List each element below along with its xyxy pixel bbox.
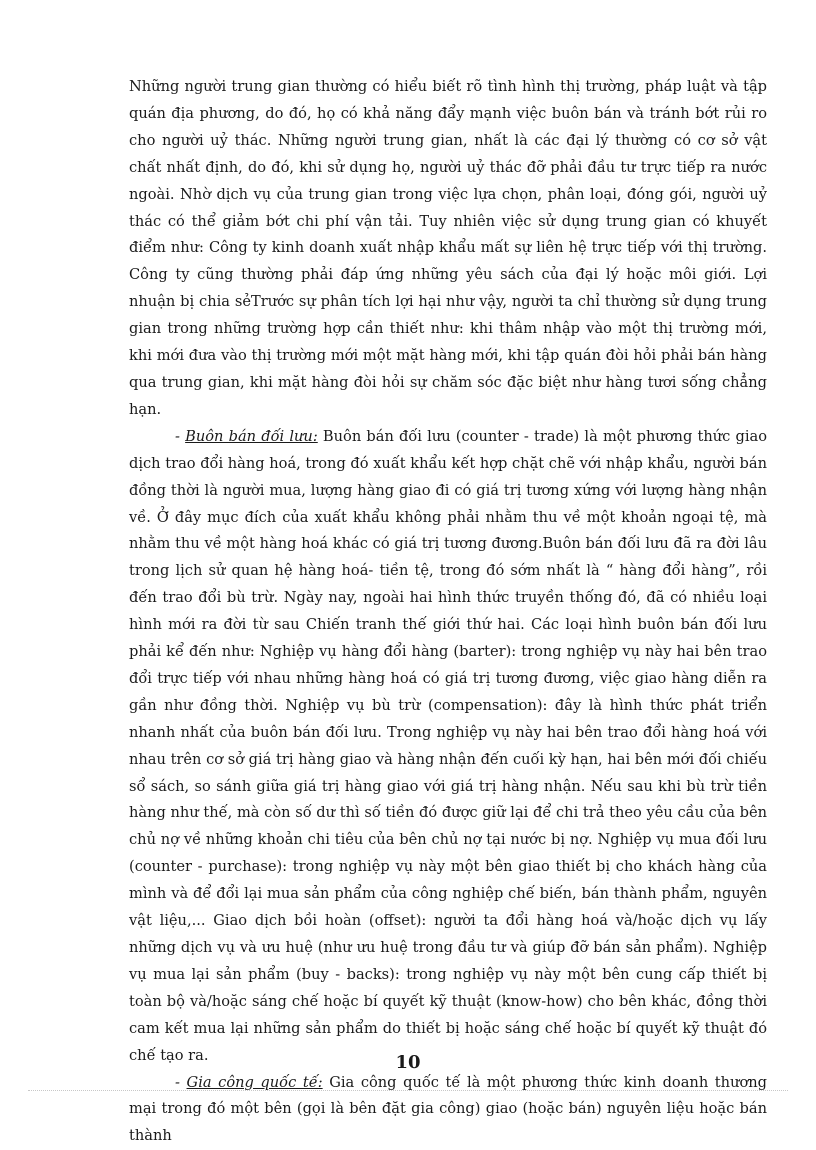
page-number: 10 [395,1052,421,1073]
paragraph-intermediaries: Những người trung gian thường có hiểu biết rõ tình hình thị trường, pháp luật và tập quán địa phương, do đó, họ có khả năng đẩy mạnh việc buôn bán và tránh bớt rủi ro cho người uỷ thác. Những người trung gian, nhất là các đại lý thường có cơ sở vật chất nhất định, do đó, khi sử dụng họ, người uỷ thác đỡ phải đầu tư trực tiếp ra nước ngoài. Nhờ dịch vụ của trung gian trong việc lựa chọn, phân loại, đóng gói, người uỷ thác có thể giảm bớt chi phí vận tải. Tuy nhiên việc sử dụng trung gian có khuyết điểm như: Công ty kinh doanh xuất nhập khẩu mất sự liên hệ trực tiếp với thị trường. Công ty cũng thường phải đáp ứng những yêu sách của đại lý hoặc môi giới. Lợi nhuận bị chia sẻTrước sự phân tích lợi hại như vậy, người ta chỉ thường sử dụng trung gian trong những trường hợp cần thiết như: khi thâm nhập vào một thị trường mới, khi mới đưa vào thị trường mới một mặt hàng mới, khi tập quán đòi hỏi phải bán hàng qua trung gian, khi mặt hàng đòi hỏi sự chăm sóc đặc biệt như hàng tươi sống chẳng hạn. [129,78,767,418]
paragraph-counter-trade [129,424,767,1070]
processing-body: Gia công quốc tế là một phương thức kinh doanh thương mại trong đó một bên (gọi là bên đặt gia công) giao (hoặc bán) nguyên liệu hoặc bán thành [129,1073,767,1145]
processing-heading: Gia công quốc tế: [186,1073,323,1091]
body-text [129,74,767,1150]
counter-trade-lead: - [175,427,186,445]
paragraph-international-processing [129,1070,767,1150]
page-bottom-divider [28,1090,788,1091]
counter-trade-heading: Buôn bán đối lưu: [185,427,318,445]
counter-trade-body: Buôn bán đối lưu (counter - trade) là một phương thức giao dịch trao đổi hàng hoá, trong đó xuất khẩu kết hợp chặt chẽ với nhập khẩu, người bán đồng thời là người mua, lượng hàng giao đi có giá trị tương xứng với lượng hàng nhận về. Ở đây mục đích của xuất khẩu không phải nhằm thu về một khoản ngoại tệ, mà nhằm thu về một hàng hoá khác có giá trị tương đương.Buôn bán đối lưu đã ra đời lâu trong lịch sử quan hệ hàng hoá- tiền tệ, trong đó sớm nhất là “ hàng đổi hàng”, rồi đến trao đổi bù trừ. Ngày nay, ngoài hai hình thức truyền thống đó, đã có nhiều loại hình mới ra đời từ sau Chiến tranh thế giới thứ hai. Các loại hình buôn bán đối lưu phải kể đến như: Nghiệp vụ hàng đổi hàng (barter): trong nghiệp vụ này hai bên trao đổi trực tiếp với nhau những hàng hoá có giá trị tương đương, việc giao hàng diễn ra gần như đồng thời. Nghiệp vụ bù trừ (compensation): đây là hình thức phát triển nhanh nhất của buôn bán đối lưu. Trong nghiệp vụ này hai bên trao đổi hàng hoá với nhau trên cơ sở giá trị hàng giao và hàng nhận đến cuối kỳ hạn, hai bên mới đối chiếu sổ sách, so sánh giữa giá trị hàng giao với giá trị hàng nhận. Nếu sau khi bù trừ tiền hàng như thế, mà còn số dư thì số tiền đó được giữ lại để chi trả theo yêu cầu của bên chủ nợ về những khoản chi tiêu của bên chủ nợ tại nước bị nợ. Nghiệp vụ mua đối lưu (counter - purchase): trong nghiệp vụ này một bên giao thiết bị cho khách hàng của mình và để đổi lại mua sản phẩm của công nghiệp chế biến, bán thành phẩm, nguyên vật liệu,... Giao dịch bồi hoàn (offset): người ta đổi hàng hoá và/hoặc dịch vụ lấy những dịch vụ và ưu huệ (như ưu huệ trong đầu tư và giúp đỡ bán sản phẩm). Nghiệp vụ mua lại sản phẩm (buy - backs): trong nghiệp vụ này một bên cung cấp thiết bị toàn bộ và/hoặc sáng chế hoặc bí quyết kỹ thuật (know-how) cho bên khác, đồng thời cam kết mua lại những sản phẩm do thiết bị hoặc sáng chế hoặc bí quyết kỹ thuật đó chế tạo ra. [129,427,767,1064]
processing-lead: - [175,1073,187,1091]
